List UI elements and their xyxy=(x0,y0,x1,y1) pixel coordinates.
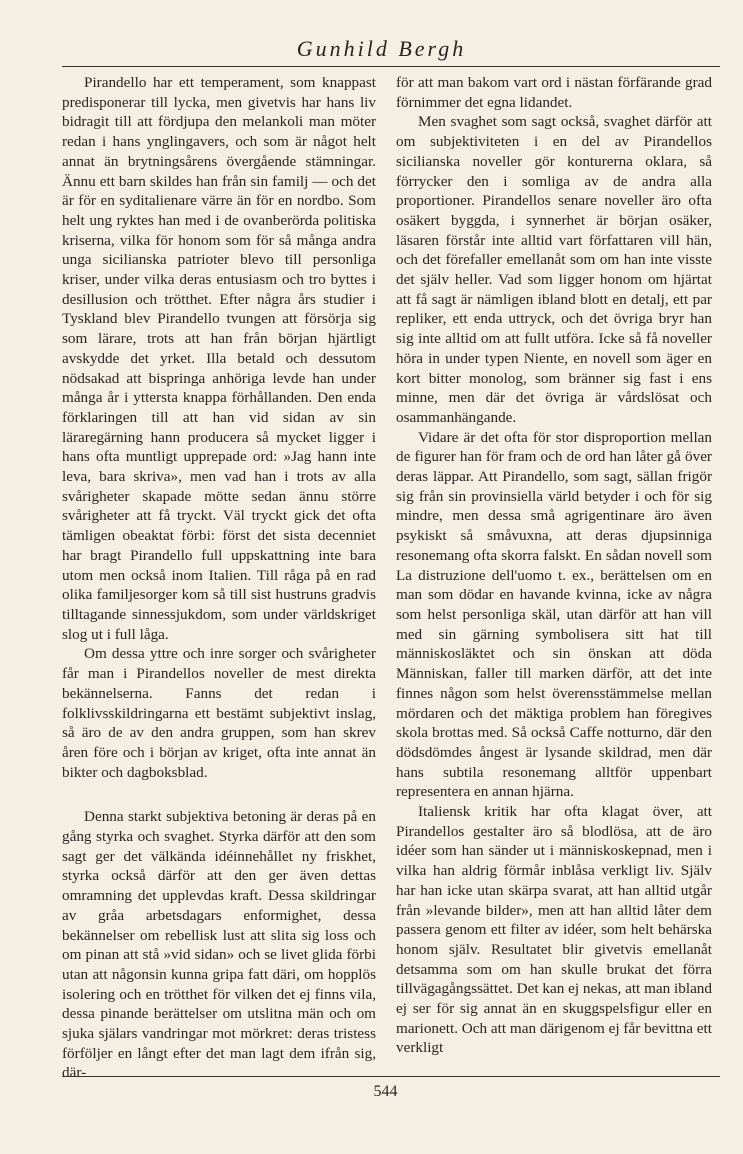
paragraph: Denna starkt subjektiva betoning är deras på en gång styrka och svaghet. Styrka därför att den som sagt ger det välkända idéinnehållet ny friskhet, styrka också därför att den ger även dettas omramning det upplevdas kraft. Dessa skildringar av gråa arbetsdagars enformighet, dessa bekännelser om rebellisk lust att slita sig loss och om pinan att stå »vid sidan» och se livet glida förbi utan att någonsin kunna gripa fatt däri, om hopplös isolering och en trötthet för vilken det ej finns vila, dessa pinande berättelser om utslitna män och om sjuka själars vandringar mot mörkret: deras tristess förföljer en långt efter det man lagt dem ifrån sig, där- xyxy=(62,808,376,1082)
paragraph: Pirandello har ett temperament, som knappast predisponerar till lycka, men givetvis har hans liv bidragit till att fördjupa den melankoli man möter redan i hans ynglingavers, och som är något helt annat än brytningsårens övergående stämningar. Ännu ett barn skildes han från sin familj — och det är för en syditalienare värre än för en nordbo. Som helt ung ryktes han med i de ovanberörda politiska kriserna, vilka för honom som för så många andra unga sicilianska patrioter blevo till personliga kriser, under vilka deras entusiasm och tro byttes i desillusion och trötthet. Efter några års studier i Tyskland blev Pirandello tvungen att försörja sig som lärare, trots att han från början hjärtligt avskydde det yrket. Illa betald och dessutom nödsakad att bispringa anhöriga levde han under många år i yttersta knappa förhållanden. Den enda förklaringen till att han vid sidan av sin läraregärning hann producera så mycket ligger i hans ofta muntligt upprepade ord: »Jag hann inte leva, bara skriva», men vad han i trots av alla svårigheter skapade mötte sedan ännu större svårigheter att få tryckt. Väl tryckt gick det ofta tämligen obeaktat förbi: först det sista decenniet har bragt Pirandello full uppskattning inte bara utom men också inom Italien. Till råga på en rad olika familjesorger kom så till sist hustruns gradvis tilltagande sinnessjukdom, som under världskriget slog ut i full låga. xyxy=(62,74,376,643)
right-column xyxy=(396,73,712,1058)
running-title: Gunhild Bergh xyxy=(296,36,467,61)
paragraph: Men svaghet som sagt också, svaghet därför att om subjektiviteten i en del av Pirandellos sicilianska noveller gör konturerna oklara, så förrycker den i somliga av de andra alla proportioner. Pirandellos senare noveller äro ofta osäkert byggda, i synnerhet är början osäker, läsaren förstår inte alltid vart författaren vill hän, och det förefaller emellanåt som om han inte visste det själv heller. Vad som ligger honom om hjärtat att få sagt är nämligen ibland blott en detalj, ett par repliker, ett enda uttryck, och det övriga bryr han sig inte alltid om att fullt utföra. Icke så få noveller höra in under typen Niente, en novell som äger en kort bitter monolog, som bränner sig fast i ens minne, men där det övriga är vårdslösat och osammanhängande. xyxy=(396,113,712,426)
paragraph: för att man bakom vart ord i nästan förfärande grad förnimmer det egna lidandet. xyxy=(396,74,712,111)
footer-rule xyxy=(62,1076,720,1077)
page-number: 544 xyxy=(373,1083,398,1100)
left-column xyxy=(62,73,376,1083)
header-rule xyxy=(62,66,720,67)
paragraph: Italiensk kritik har ofta klagat över, att Pirandellos gestalter äro så blodlösa, att de äro idéer som han sänder ut i människoskepnad, men i vilka han aldrig förmår inblåsa verkligt liv. Själv har han icke utan skärpa svarat, att han alltid utgår från »levande bilder», men att han alltid låter dem passera genom ett filter av idéer, som helt behärska honom själv. Resultatet blir givetvis emellanåt detsamma som om han skulle brukat det förra tillvägagångssättet. Det kan ej nekas, att man ibland ej ser för sig annat än en skuggspelsfigur eller en marionett. Och att man därigenom ej får bevittna ett verkligt xyxy=(396,803,712,1057)
paragraph: Vidare är det ofta för stor disproportion mellan de figurer han för fram och de ord han låter gå över deras läppar. Att Pirandello, som sagt, sällan frigör sig från sin provinsiella värld betyder i och för sig mindre, men dessa små agrigentinare äro även psykiskt så småvuxna, att deras djupsinniga resonemang ofta skorra falskt. En sådan novell som La distruzione dell'uomo t. ex., berättelsen om en man som dödar en havande kvinna, icke av några som helst personliga skäl, utan därför att han vill med sin gärning symbolisera sitt hat till människosläktet och sin önskan att döda Människan, faller till marken därför, att det inte finnes någon som helst överensstämmelse mellan mördaren och det mäktiga problem han föregives skola brottas med. Så också Caffe notturno, där den dödsdömdes ångest är lysande skildrad, men där hans subtila resonemang alltför uppenbart representera en annan hjärna. xyxy=(396,428,712,801)
paragraph: Om dessa yttre och inre sorger och svårigheter får man i Pirandellos noveller de mest direkta bekännelserna. Fanns det redan i folklivsskildringarna ett bestämt subjektivt inslag, så äro de av den andra gruppen, som han skrev åren före och i början av kriget, ofta inte annat än bikter och dagboksblad. xyxy=(62,645,376,781)
